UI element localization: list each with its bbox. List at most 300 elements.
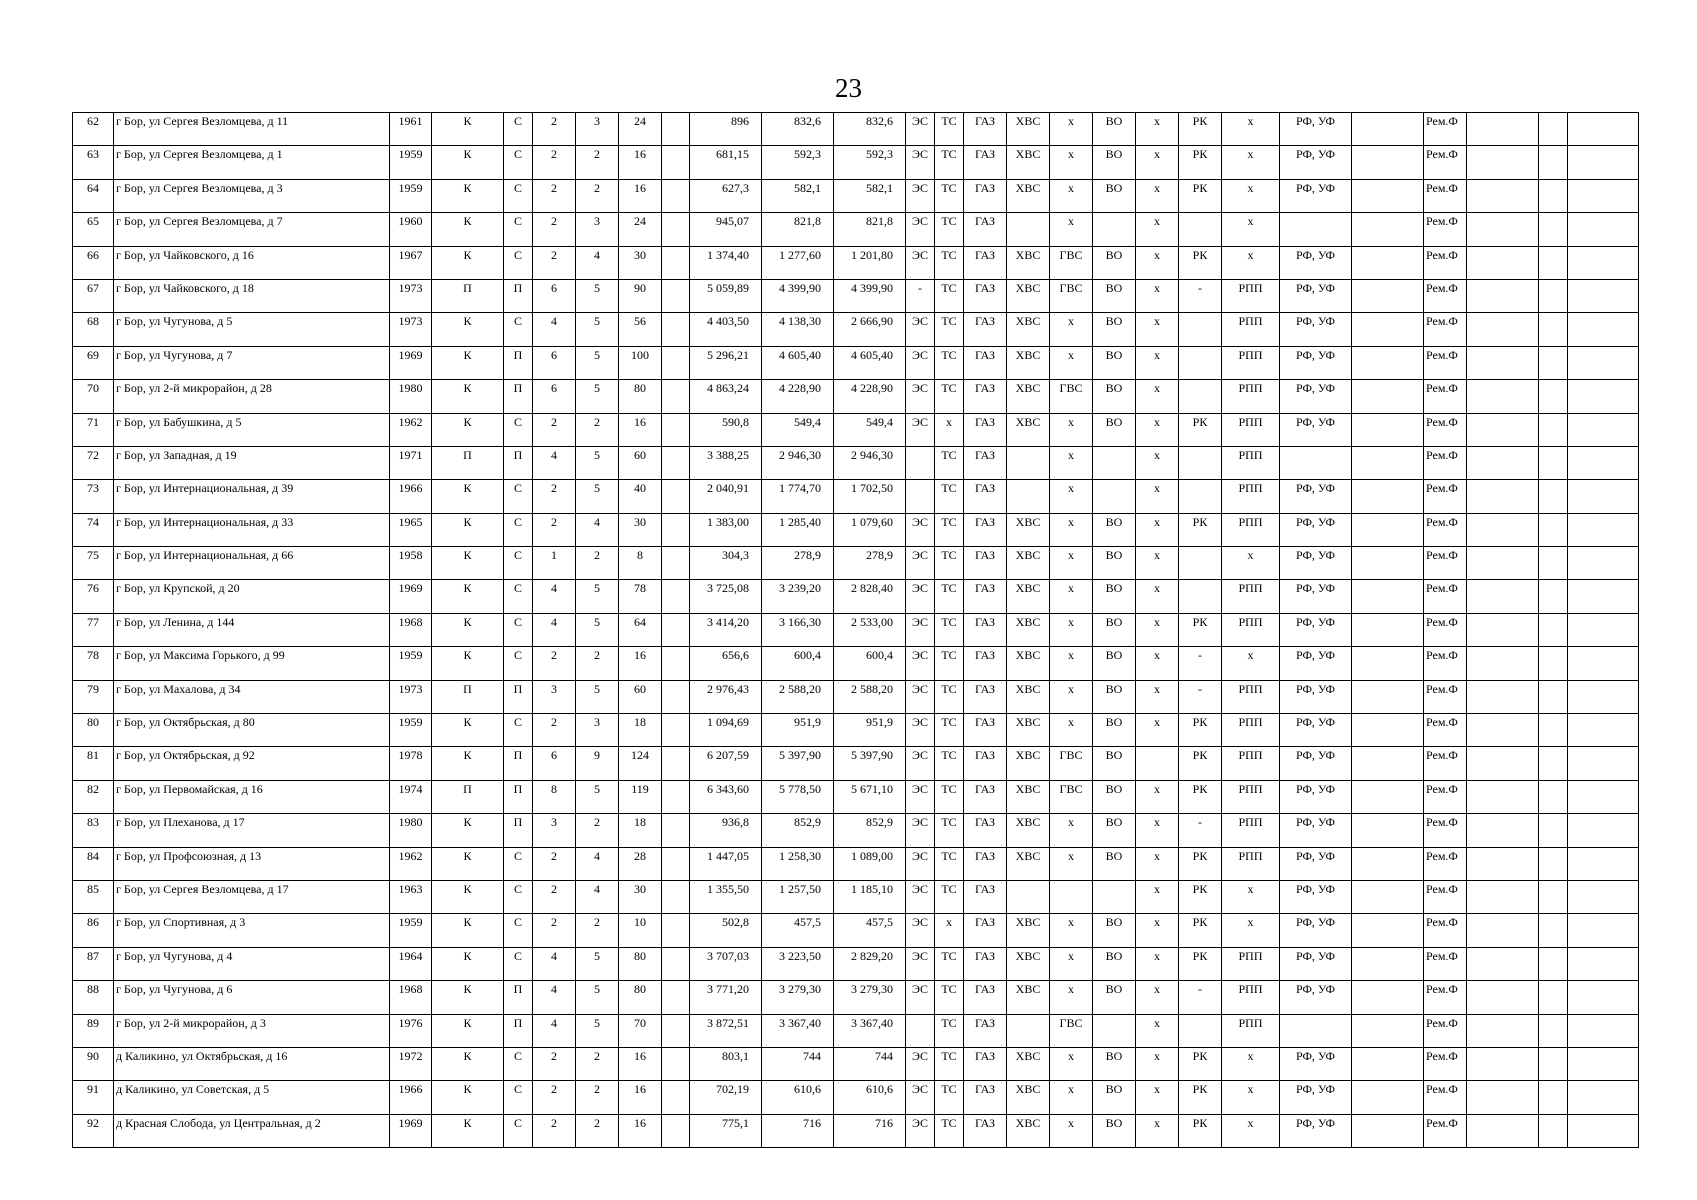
cell-electricity: ЭС <box>906 680 935 713</box>
cell-apartments: 40 <box>619 480 662 513</box>
cell-cold-water: ХВС <box>1007 380 1050 413</box>
cell-wall-material-a: К <box>432 747 504 780</box>
cell-gas: ГАЗ <box>964 446 1007 479</box>
cell-hot-water: х <box>1050 146 1093 179</box>
table-row <box>73 346 1639 379</box>
cell-build-year: 1974 <box>390 780 432 813</box>
cell-repair-flag: РК <box>1179 847 1222 880</box>
cell-blank-col-2 <box>1352 313 1424 346</box>
cell-cold-water <box>1007 880 1050 913</box>
cell-wall-material-a: К <box>432 380 504 413</box>
cell-heating: ТС <box>935 480 964 513</box>
cell-repair-flag: РК <box>1179 914 1222 947</box>
cell-electricity: ЭС <box>906 714 935 747</box>
cell-fund-type: РФ, УФ <box>1280 647 1352 680</box>
cell-address: г Бор, ул Сергея Везломцева, д 1 <box>114 146 390 179</box>
cell-blank-col <box>662 780 690 813</box>
cell-sewerage: ВО <box>1093 279 1136 312</box>
table-row <box>73 179 1639 212</box>
cell-address: г Бор, ул 2-й микрорайон, д 3 <box>114 1014 390 1047</box>
cell-blank-col-2 <box>1352 613 1424 646</box>
cell-wall-material-b: С <box>504 847 533 880</box>
cell-residential-area: 4 605,40 <box>834 346 906 379</box>
cell-electricity: ЭС <box>906 780 935 813</box>
cell-fund-type: РФ, УФ <box>1280 847 1352 880</box>
cell-waste <box>1136 747 1179 780</box>
cell-row-number: 82 <box>73 780 114 813</box>
cell-heating: ТС <box>935 714 964 747</box>
cell-overhaul-flag: РПП <box>1222 480 1280 513</box>
table-row <box>73 1014 1639 1047</box>
cell-row-number: 78 <box>73 647 114 680</box>
cell-heating: ТС <box>935 613 964 646</box>
cell-residential-area: 2 588,20 <box>834 680 906 713</box>
cell-floors: 2 <box>576 146 619 179</box>
cell-row-number: 68 <box>73 313 114 346</box>
cell-build-year: 1959 <box>390 179 432 212</box>
cell-repair-fund: Рем.Ф <box>1424 279 1467 312</box>
cell-extra-col-1 <box>1467 1081 1539 1114</box>
cell-overhaul-flag: РПП <box>1222 380 1280 413</box>
cell-extra-col-1 <box>1467 346 1539 379</box>
cell-extra-col-2 <box>1539 413 1568 446</box>
cell-wall-material-a: К <box>432 246 504 279</box>
cell-wall-material-a: К <box>432 914 504 947</box>
cell-gas: ГАЗ <box>964 580 1007 613</box>
cell-cold-water: ХВС <box>1007 547 1050 580</box>
cell-cold-water: ХВС <box>1007 914 1050 947</box>
cell-residential-area: 951,9 <box>834 714 906 747</box>
cell-apartments: 16 <box>619 179 662 212</box>
cell-repair-fund: Рем.Ф <box>1424 380 1467 413</box>
cell-repair-flag: РК <box>1179 1047 1222 1080</box>
cell-row-number: 79 <box>73 680 114 713</box>
cell-sewerage <box>1093 446 1136 479</box>
cell-row-number: 71 <box>73 413 114 446</box>
cell-apartments: 119 <box>619 780 662 813</box>
cell-residential-area: 5 397,90 <box>834 747 906 780</box>
cell-total-area: 304,3 <box>690 547 762 580</box>
cell-blank-col-2 <box>1352 647 1424 680</box>
cell-total-area: 3 414,20 <box>690 613 762 646</box>
cell-hot-water: х <box>1050 413 1093 446</box>
cell-extra-col-3 <box>1568 213 1639 246</box>
cell-cold-water: ХВС <box>1007 981 1050 1014</box>
cell-waste: х <box>1136 213 1179 246</box>
cell-gas: ГАЗ <box>964 146 1007 179</box>
cell-build-year: 1959 <box>390 914 432 947</box>
cell-address: г Бор, ул Чайковского, д 16 <box>114 246 390 279</box>
cell-apartments: 16 <box>619 1047 662 1080</box>
cell-fund-type: РФ, УФ <box>1280 780 1352 813</box>
cell-extra-col-3 <box>1568 947 1639 980</box>
table-row <box>73 279 1639 312</box>
cell-address: г Бор, ул Спортивная, д 3 <box>114 914 390 947</box>
cell-electricity <box>906 1014 935 1047</box>
cell-gas: ГАЗ <box>964 480 1007 513</box>
cell-electricity: ЭС <box>906 981 935 1014</box>
cell-gas: ГАЗ <box>964 880 1007 913</box>
cell-extra-col-2 <box>1539 213 1568 246</box>
cell-floors: 2 <box>576 547 619 580</box>
cell-electricity: ЭС <box>906 547 935 580</box>
cell-sewerage <box>1093 480 1136 513</box>
cell-blank-col <box>662 446 690 479</box>
cell-sewerage: ВО <box>1093 847 1136 880</box>
cell-entrances: 2 <box>533 1047 576 1080</box>
cell-blank-col-2 <box>1352 547 1424 580</box>
cell-heating: ТС <box>935 313 964 346</box>
cell-wall-material-b: П <box>504 680 533 713</box>
cell-overhaul-flag: РПП <box>1222 613 1280 646</box>
cell-overhaul-flag: РПП <box>1222 747 1280 780</box>
cell-residential-area: 1 702,50 <box>834 480 906 513</box>
cell-gas: ГАЗ <box>964 780 1007 813</box>
cell-extra-col-3 <box>1568 780 1639 813</box>
cell-residential-area: 3 367,40 <box>834 1014 906 1047</box>
cell-fund-type: РФ, УФ <box>1280 380 1352 413</box>
cell-total-area: 702,19 <box>690 1081 762 1114</box>
cell-extra-col-1 <box>1467 313 1539 346</box>
cell-fund-type: РФ, УФ <box>1280 547 1352 580</box>
cell-entrances: 2 <box>533 213 576 246</box>
cell-fund-type: РФ, УФ <box>1280 613 1352 646</box>
cell-row-number: 86 <box>73 914 114 947</box>
cell-apartments: 124 <box>619 747 662 780</box>
cell-overhaul-flag: х <box>1222 647 1280 680</box>
cell-heating: ТС <box>935 647 964 680</box>
cell-repair-flag: РК <box>1179 113 1222 146</box>
cell-blank-col <box>662 814 690 847</box>
cell-cold-water: ХВС <box>1007 413 1050 446</box>
cell-address: г Бор, ул Сергея Везломцева, д 7 <box>114 213 390 246</box>
cell-wall-material-b: П <box>504 780 533 813</box>
cell-blank-col-2 <box>1352 246 1424 279</box>
cell-cold-water: ХВС <box>1007 580 1050 613</box>
cell-extra-col-2 <box>1539 179 1568 212</box>
cell-apartments: 80 <box>619 981 662 1014</box>
cell-repair-fund: Рем.Ф <box>1424 914 1467 947</box>
cell-living-area: 582,1 <box>762 179 834 212</box>
cell-blank-col <box>662 113 690 146</box>
cell-hot-water: ГВС <box>1050 1014 1093 1047</box>
cell-row-number: 70 <box>73 380 114 413</box>
cell-electricity <box>906 480 935 513</box>
cell-apartments: 16 <box>619 146 662 179</box>
cell-build-year: 1973 <box>390 680 432 713</box>
cell-waste: х <box>1136 346 1179 379</box>
cell-address: г Бор, ул Интернациональная, д 39 <box>114 480 390 513</box>
cell-repair-flag: РК <box>1179 146 1222 179</box>
cell-extra-col-2 <box>1539 480 1568 513</box>
cell-entrances: 3 <box>533 814 576 847</box>
cell-wall-material-a: К <box>432 647 504 680</box>
cell-repair-fund: Рем.Ф <box>1424 246 1467 279</box>
cell-living-area: 549,4 <box>762 413 834 446</box>
cell-living-area: 744 <box>762 1047 834 1080</box>
cell-waste: х <box>1136 680 1179 713</box>
cell-address: г Бор, ул Крупской, д 20 <box>114 580 390 613</box>
cell-residential-area: 1 185,10 <box>834 880 906 913</box>
cell-waste: х <box>1136 413 1179 446</box>
table-row <box>73 513 1639 546</box>
cell-build-year: 1980 <box>390 380 432 413</box>
cell-floors: 5 <box>576 380 619 413</box>
cell-row-number: 72 <box>73 446 114 479</box>
cell-blank-col-2 <box>1352 714 1424 747</box>
cell-row-number: 62 <box>73 113 114 146</box>
cell-residential-area: 832,6 <box>834 113 906 146</box>
cell-repair-fund: Рем.Ф <box>1424 346 1467 379</box>
cell-apartments: 24 <box>619 113 662 146</box>
table-row <box>73 880 1639 913</box>
cell-apartments: 16 <box>619 1081 662 1114</box>
cell-wall-material-a: К <box>432 513 504 546</box>
cell-repair-flag: РК <box>1179 747 1222 780</box>
cell-build-year: 1959 <box>390 146 432 179</box>
cell-floors: 5 <box>576 580 619 613</box>
cell-total-area: 5 296,21 <box>690 346 762 379</box>
cell-residential-area: 2 666,90 <box>834 313 906 346</box>
cell-row-number: 83 <box>73 814 114 847</box>
cell-wall-material-b: С <box>504 413 533 446</box>
cell-overhaul-flag: РПП <box>1222 313 1280 346</box>
cell-heating: ТС <box>935 981 964 1014</box>
cell-repair-flag <box>1179 380 1222 413</box>
cell-living-area: 1 277,60 <box>762 246 834 279</box>
cell-cold-water: ХВС <box>1007 780 1050 813</box>
cell-address: г Бор, ул Сергея Везломцева, д 17 <box>114 880 390 913</box>
cell-address: г Бор, ул Бабушкина, д 5 <box>114 413 390 446</box>
cell-extra-col-3 <box>1568 513 1639 546</box>
cell-wall-material-b: С <box>504 1047 533 1080</box>
cell-gas: ГАЗ <box>964 680 1007 713</box>
cell-floors: 5 <box>576 313 619 346</box>
cell-extra-col-3 <box>1568 146 1639 179</box>
cell-electricity: ЭС <box>906 814 935 847</box>
cell-floors: 2 <box>576 1047 619 1080</box>
cell-waste: х <box>1136 847 1179 880</box>
cell-floors: 4 <box>576 880 619 913</box>
cell-blank-col <box>662 680 690 713</box>
cell-wall-material-b: С <box>504 146 533 179</box>
cell-wall-material-a: К <box>432 814 504 847</box>
cell-sewerage: ВО <box>1093 981 1136 1014</box>
cell-wall-material-b: С <box>504 547 533 580</box>
cell-wall-material-b: С <box>504 1114 533 1147</box>
cell-entrances: 2 <box>533 146 576 179</box>
cell-living-area: 3 239,20 <box>762 580 834 613</box>
cell-blank-col <box>662 213 690 246</box>
cell-entrances: 2 <box>533 1114 576 1147</box>
cell-fund-type: РФ, УФ <box>1280 914 1352 947</box>
cell-blank-col <box>662 613 690 646</box>
cell-wall-material-b: П <box>504 380 533 413</box>
cell-cold-water: ХВС <box>1007 1081 1050 1114</box>
cell-living-area: 5 778,50 <box>762 780 834 813</box>
cell-extra-col-1 <box>1467 714 1539 747</box>
cell-total-area: 803,1 <box>690 1047 762 1080</box>
cell-heating: ТС <box>935 179 964 212</box>
cell-blank-col-2 <box>1352 213 1424 246</box>
cell-residential-area: 3 279,30 <box>834 981 906 1014</box>
cell-row-number: 84 <box>73 847 114 880</box>
cell-extra-col-3 <box>1568 981 1639 1014</box>
cell-gas: ГАЗ <box>964 981 1007 1014</box>
cell-hot-water: х <box>1050 981 1093 1014</box>
cell-sewerage: ВО <box>1093 513 1136 546</box>
cell-overhaul-flag: РПП <box>1222 1014 1280 1047</box>
table-row <box>73 313 1639 346</box>
cell-repair-flag <box>1179 580 1222 613</box>
cell-blank-col-2 <box>1352 947 1424 980</box>
cell-living-area: 278,9 <box>762 547 834 580</box>
cell-extra-col-2 <box>1539 313 1568 346</box>
cell-entrances: 1 <box>533 547 576 580</box>
cell-wall-material-a: К <box>432 179 504 212</box>
cell-wall-material-a: К <box>432 113 504 146</box>
cell-extra-col-2 <box>1539 1047 1568 1080</box>
cell-electricity: ЭС <box>906 747 935 780</box>
cell-waste: х <box>1136 113 1179 146</box>
cell-heating: ТС <box>935 1047 964 1080</box>
cell-row-number: 90 <box>73 1047 114 1080</box>
cell-residential-area: 2 533,00 <box>834 613 906 646</box>
cell-extra-col-3 <box>1568 847 1639 880</box>
cell-blank-col <box>662 1047 690 1080</box>
cell-cold-water <box>1007 480 1050 513</box>
cell-extra-col-2 <box>1539 780 1568 813</box>
cell-electricity: ЭС <box>906 246 935 279</box>
cell-fund-type: РФ, УФ <box>1280 246 1352 279</box>
table-row <box>73 680 1639 713</box>
cell-floors: 2 <box>576 179 619 212</box>
cell-gas: ГАЗ <box>964 279 1007 312</box>
cell-fund-type: РФ, УФ <box>1280 413 1352 446</box>
cell-cold-water: ХВС <box>1007 179 1050 212</box>
cell-living-area: 1 257,50 <box>762 880 834 913</box>
cell-repair-flag: - <box>1179 981 1222 1014</box>
table-row <box>73 613 1639 646</box>
cell-overhaul-flag: РПП <box>1222 446 1280 479</box>
cell-repair-fund: Рем.Ф <box>1424 1047 1467 1080</box>
cell-total-area: 590,8 <box>690 413 762 446</box>
cell-sewerage <box>1093 213 1136 246</box>
cell-blank-col <box>662 981 690 1014</box>
cell-extra-col-1 <box>1467 213 1539 246</box>
cell-gas: ГАЗ <box>964 213 1007 246</box>
cell-row-number: 92 <box>73 1114 114 1147</box>
cell-repair-flag: - <box>1179 647 1222 680</box>
cell-wall-material-a: К <box>432 580 504 613</box>
cell-entrances: 2 <box>533 914 576 947</box>
cell-cold-water: ХВС <box>1007 947 1050 980</box>
cell-heating: ТС <box>935 213 964 246</box>
cell-overhaul-flag: РПП <box>1222 814 1280 847</box>
cell-row-number: 76 <box>73 580 114 613</box>
cell-waste: х <box>1136 1081 1179 1114</box>
cell-extra-col-1 <box>1467 413 1539 446</box>
cell-overhaul-flag: х <box>1222 179 1280 212</box>
cell-overhaul-flag: РПП <box>1222 279 1280 312</box>
cell-address: г Бор, ул Ленина, д 144 <box>114 613 390 646</box>
page-number: 23 <box>835 73 862 103</box>
cell-repair-fund: Рем.Ф <box>1424 747 1467 780</box>
cell-hot-water: х <box>1050 513 1093 546</box>
cell-gas: ГАЗ <box>964 346 1007 379</box>
cell-hot-water: х <box>1050 647 1093 680</box>
cell-electricity: ЭС <box>906 179 935 212</box>
cell-hot-water: ГВС <box>1050 780 1093 813</box>
cell-fund-type <box>1280 1014 1352 1047</box>
cell-repair-fund: Рем.Ф <box>1424 613 1467 646</box>
cell-extra-col-3 <box>1568 413 1639 446</box>
cell-blank-col <box>662 513 690 546</box>
cell-cold-water: ХВС <box>1007 346 1050 379</box>
cell-waste: х <box>1136 279 1179 312</box>
cell-address: г Бор, ул Махалова, д 34 <box>114 680 390 713</box>
cell-repair-flag <box>1179 313 1222 346</box>
cell-gas: ГАЗ <box>964 647 1007 680</box>
cell-repair-flag: - <box>1179 279 1222 312</box>
cell-wall-material-b: П <box>504 747 533 780</box>
cell-blank-col-2 <box>1352 113 1424 146</box>
cell-address: г Бор, ул Первомайская, д 16 <box>114 780 390 813</box>
cell-sewerage: ВО <box>1093 113 1136 146</box>
cell-row-number: 77 <box>73 613 114 646</box>
cell-cold-water <box>1007 446 1050 479</box>
cell-entrances: 4 <box>533 580 576 613</box>
cell-wall-material-a: П <box>432 680 504 713</box>
cell-overhaul-flag: х <box>1222 1081 1280 1114</box>
cell-total-area: 5 059,89 <box>690 279 762 312</box>
cell-electricity: ЭС <box>906 380 935 413</box>
cell-gas: ГАЗ <box>964 380 1007 413</box>
cell-wall-material-b: С <box>504 580 533 613</box>
cell-floors: 4 <box>576 246 619 279</box>
cell-sewerage: ВО <box>1093 613 1136 646</box>
cell-blank-col <box>662 647 690 680</box>
cell-extra-col-1 <box>1467 146 1539 179</box>
cell-gas: ГАЗ <box>964 1081 1007 1114</box>
cell-residential-area: 1 201,80 <box>834 246 906 279</box>
cell-row-number: 66 <box>73 246 114 279</box>
cell-wall-material-a: К <box>432 346 504 379</box>
cell-sewerage: ВО <box>1093 380 1136 413</box>
cell-wall-material-b: П <box>504 446 533 479</box>
cell-row-number: 67 <box>73 279 114 312</box>
cell-repair-fund: Рем.Ф <box>1424 814 1467 847</box>
cell-repair-fund: Рем.Ф <box>1424 880 1467 913</box>
cell-residential-area: 549,4 <box>834 413 906 446</box>
cell-heating: ТС <box>935 113 964 146</box>
cell-overhaul-flag: х <box>1222 213 1280 246</box>
cell-wall-material-b: С <box>504 113 533 146</box>
cell-gas: ГАЗ <box>964 914 1007 947</box>
cell-repair-fund: Рем.Ф <box>1424 947 1467 980</box>
cell-extra-col-1 <box>1467 480 1539 513</box>
cell-wall-material-a: К <box>432 613 504 646</box>
cell-overhaul-flag: РПП <box>1222 847 1280 880</box>
cell-overhaul-flag: х <box>1222 146 1280 179</box>
cell-hot-water: х <box>1050 480 1093 513</box>
cell-floors: 5 <box>576 613 619 646</box>
cell-extra-col-3 <box>1568 313 1639 346</box>
cell-extra-col-3 <box>1568 814 1639 847</box>
cell-waste: х <box>1136 780 1179 813</box>
cell-hot-water: х <box>1050 547 1093 580</box>
cell-address: г Бор, ул Чугунова, д 5 <box>114 313 390 346</box>
